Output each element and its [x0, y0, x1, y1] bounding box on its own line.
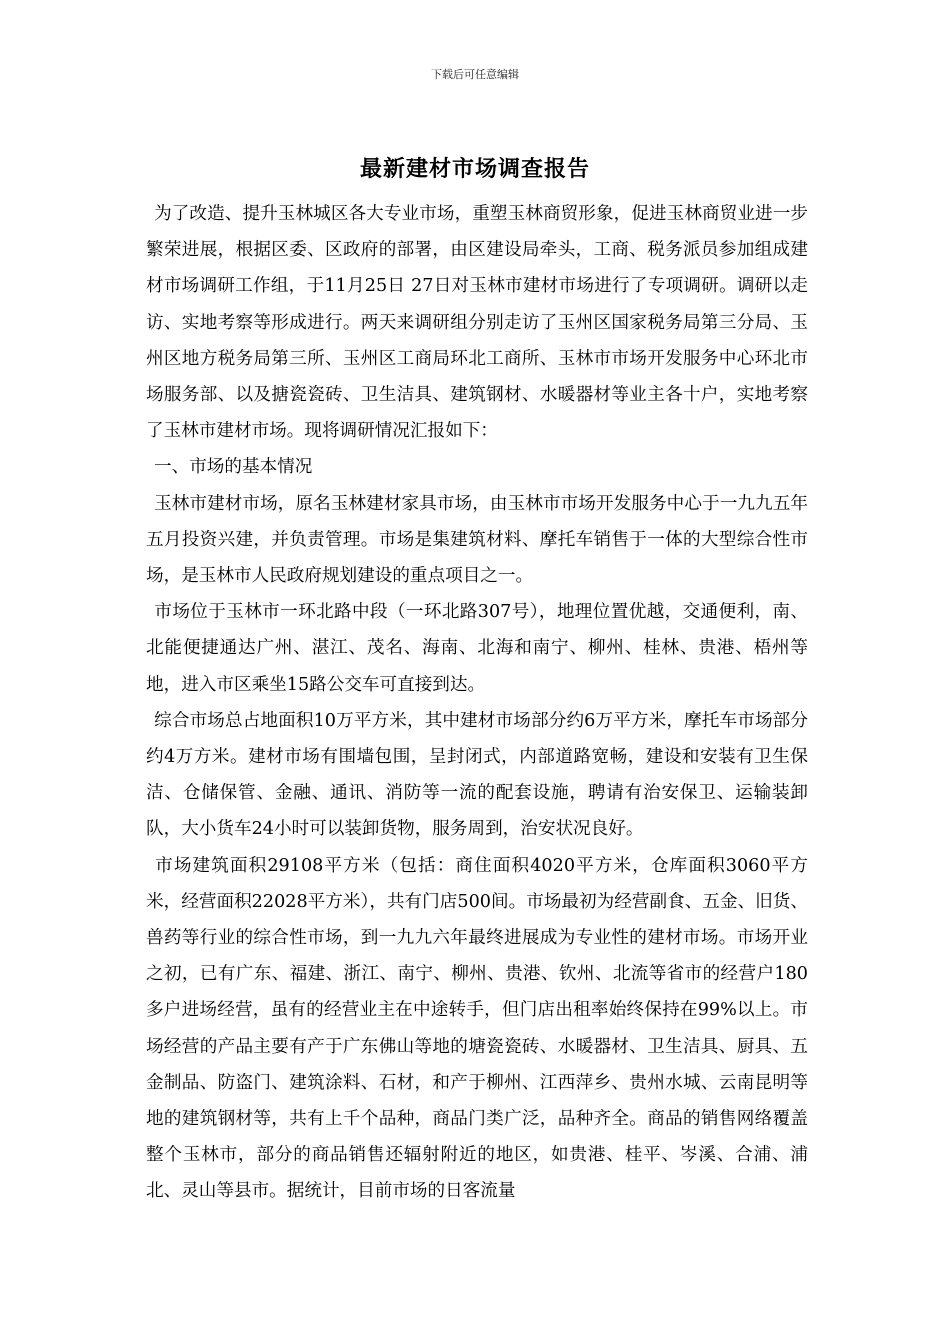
paragraph-area: [146, 703, 808, 848]
paragraph-text: 为了改造、提升玉林城区各大专业市场，重塑玉林商贸形象，促进玉林商贸业进一步繁荣进展，根据区委、区政府的部署，由区建设局牵头，工商、税务派员参加组成建材市场调研工作组，于11月25日 27日对玉林市建材市场进行了专项调研。调研以走访、实地考察等形成进行。两天来调研组分别走访了玉州区国家税务局第三分局、玉州区地方税务局第三所、玉州区工商局环北工商所、玉林市市场开发服务中心环北市场服务部、以及搪瓷瓷砖、卫生洁具、建筑钢材、水暖器材等业主各十户，实地考察了玉林市建材市场。现将调研情况汇报如下：: [146, 204, 808, 442]
paragraph-location: [146, 594, 808, 703]
section-heading-text: 一、市场的基本情况: [154, 457, 313, 478]
paragraph-intro: [146, 196, 808, 449]
paragraph-text: 玉林市建材市场，原名玉林建材家具市场，由玉林市市场开发服务中心于一九九五年五月投资兴建，并负责管理。市场是集建筑材料、摩托车销售于一体的大型综合性市场，是玉林市人民政府规划建设的重点项目之一。: [146, 493, 808, 587]
document-body: [146, 196, 808, 1210]
document-title: 最新建材市场调查报告: [359, 156, 590, 182]
header-note: 下载后可任意编辑: [431, 68, 519, 81]
section-heading: [146, 449, 808, 485]
paragraph-buildings: [146, 848, 808, 1210]
paragraph-text: 市场建筑面积29108平方米（包括：商住面积4020平方米，仓库面积3060平方米，经营面积22028平方米），共有门店500间。市场最初为经营副食、五金、旧货、兽药等行业的综合性市场，到一九九六年最终进展成为专业性的建材市场。市场开业之初，已有广东、福建、浙江、南宁、柳州、贵港、钦州、北流等省市的经营户180多户进场经营，虽有的经营业主在中途转手，但门店出租率始终保持在99%以上。市场经营的产品主要有产于广东佛山等地的塘瓷瓷砖、水暖器材、卫生洁具、厨具、五金制品、防盗门、建筑涂料、石材，和产于柳州、江西萍乡、贵州水城、云南昆明等地的建筑钢材等，共有上千个品种，商品门类广泛，品种齐全。商品的销售网络覆盖整个玉林市，部分的商品销售还辐射附近的地区，如贵港、桂平、岑溪、合浦、浦北、灵山等县市。据统计，目前市场的日客流量: [146, 855, 808, 1202]
paragraph-text: 市场位于玉林市一环北路中段（一环北路307号），地理位置优越，交通便利，南、北能便捷通达广州、湛江、茂名、海南、北海和南宁、柳州、桂林、贵港、梧州等地，进入市区乘坐15路公交车可直接到达。: [146, 602, 808, 695]
paragraph-market-origin: [146, 486, 808, 595]
paragraph-text: 综合市场总占地面积10万平方米，其中建材市场部分约6万平方米，摩托车市场部分约4万方米。建材市场有围墙包围，呈封闭式，内部道路宽畅，建设和安装有卫生保洁、仓储保管、金融、通讯、消防等一流的配套设施，聘请有治安保卫、运输装卸队，大小货车24小时可以装卸货物，服务周到，治安状况良好。: [146, 710, 808, 840]
